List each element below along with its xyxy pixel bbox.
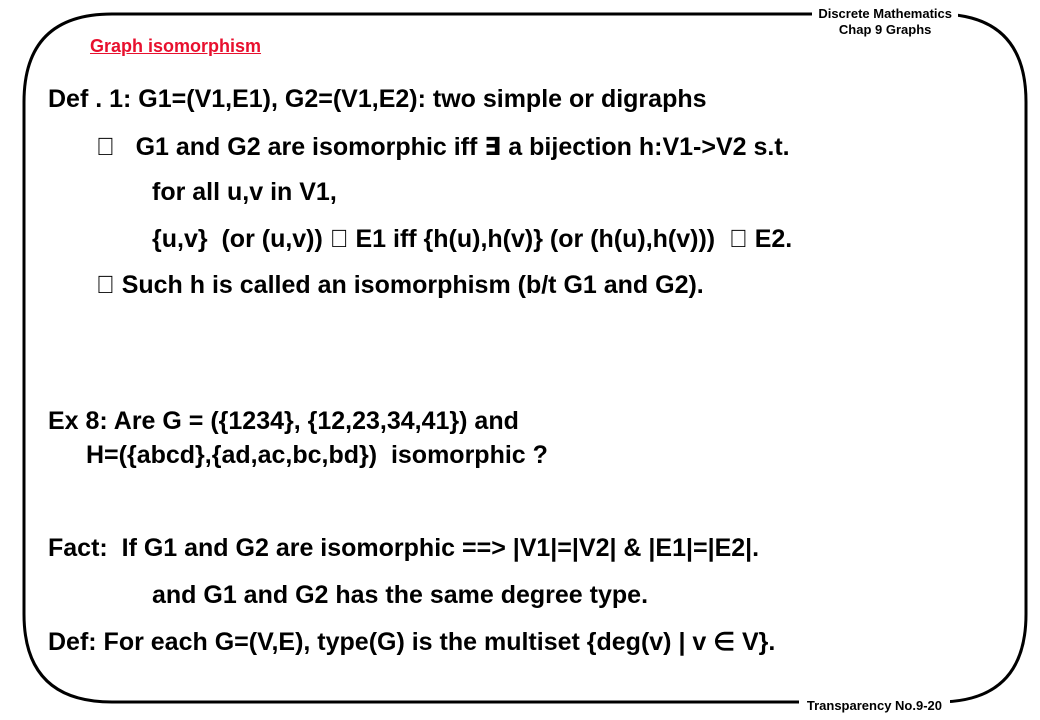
forall-line: for all u,v in V1,	[152, 178, 337, 206]
example-8-line-2: H=({abcd},{ad,ac,bc,bd}) isomorphic ?	[86, 441, 548, 469]
course-header	[812, 6, 958, 38]
course-name: Discrete Mathematics	[818, 6, 952, 21]
isomorphic-iff-line:   G1 and G2 are isomorphic iff ∃ a bijection h:V1->V2 s.t.	[96, 133, 790, 161]
fact-line: Fact: If G1 and G2 are isomorphic ==> |V1|=|V2| & |E1|=|E2|.	[48, 534, 760, 562]
edge-condition-line: {u,v} (or (u,v))   E1 iff {h(u),h(v)} (or (h(u),h(v)))   E2.	[152, 225, 793, 253]
chapter-name: Chap 9 Graphs	[838, 22, 932, 37]
degree-type-line: and G1 and G2 has the same degree type.	[152, 581, 649, 609]
definition-1: Def . 1: G1=(V1,E1), G2=(V1,E2): two simple or digraphs	[48, 85, 707, 113]
definition-type-line: Def: For each G=(V,E), type(G) is the multiset {deg(v) | v ∈ V}.	[48, 628, 776, 656]
example-8-line-1: Ex 8: Are G = ({1234}, {12,23,34,41}) and	[48, 407, 519, 435]
transparency-number: Transparency No.9-20	[799, 698, 950, 713]
slide-title: Graph isomorphism	[90, 36, 262, 56]
isomorphism-name-line:   Such h is called an isomorphism (b/t G1 and G2).	[96, 271, 704, 299]
